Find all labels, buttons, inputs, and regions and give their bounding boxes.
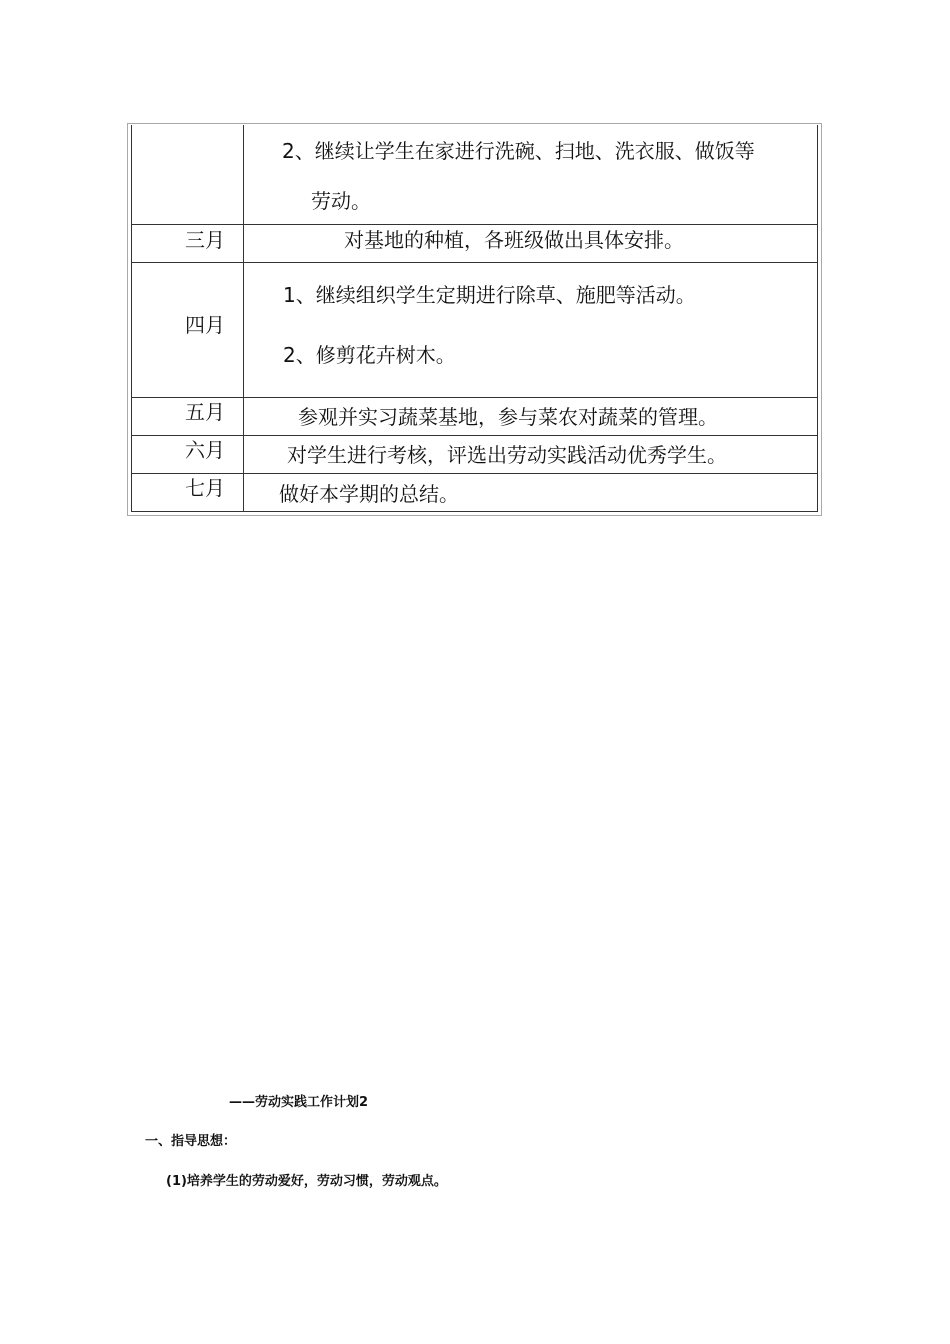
section-title: ——劳动实践工作计划2 — [229, 1095, 369, 1110]
table-row-5-month: 六月 — [185, 438, 225, 462]
table-row-1-line-2: 劳动。 — [311, 189, 371, 213]
table-row-2-line-1: 对基地的种植，各班级做出具体安排。 — [344, 228, 684, 252]
table-row-4-line-1: 参观并实习蔬菜基地，参与菜农对蔬菜的管理。 — [298, 405, 718, 429]
table-row-6-month: 七月 — [185, 476, 225, 500]
table-row-3-month: 四月 — [185, 313, 225, 337]
table-row-2-month: 三月 — [185, 228, 225, 252]
table-row-1-line-1: 2、继续让学生在家进行洗碗、扫地、洗衣服、做饭等 — [282, 139, 755, 163]
section-heading: 一、指导思想： — [145, 1134, 237, 1149]
table-row-4-month: 五月 — [185, 400, 225, 424]
table-row-6-line-1: 做好本学期的总结。 — [279, 482, 459, 506]
table-row-3-line-2: 2、修剪花卉树木。 — [283, 343, 456, 367]
table-row-divider — [131, 262, 818, 263]
table-row-divider — [131, 473, 818, 474]
table-row-3-line-1: 1、继续组织学生定期进行除草、施肥等活动。 — [283, 283, 696, 307]
table-column-divider — [243, 125, 244, 512]
table-row-5-line-1: 对学生进行考核，评选出劳动实践活动优秀学生。 — [287, 443, 727, 467]
table-row-divider — [131, 224, 818, 225]
table-row-divider — [131, 435, 818, 436]
section-item-1: (1)培养学生的劳动爱好，劳动习惯，劳动观点。 — [166, 1174, 447, 1189]
table-row-divider — [131, 397, 818, 398]
